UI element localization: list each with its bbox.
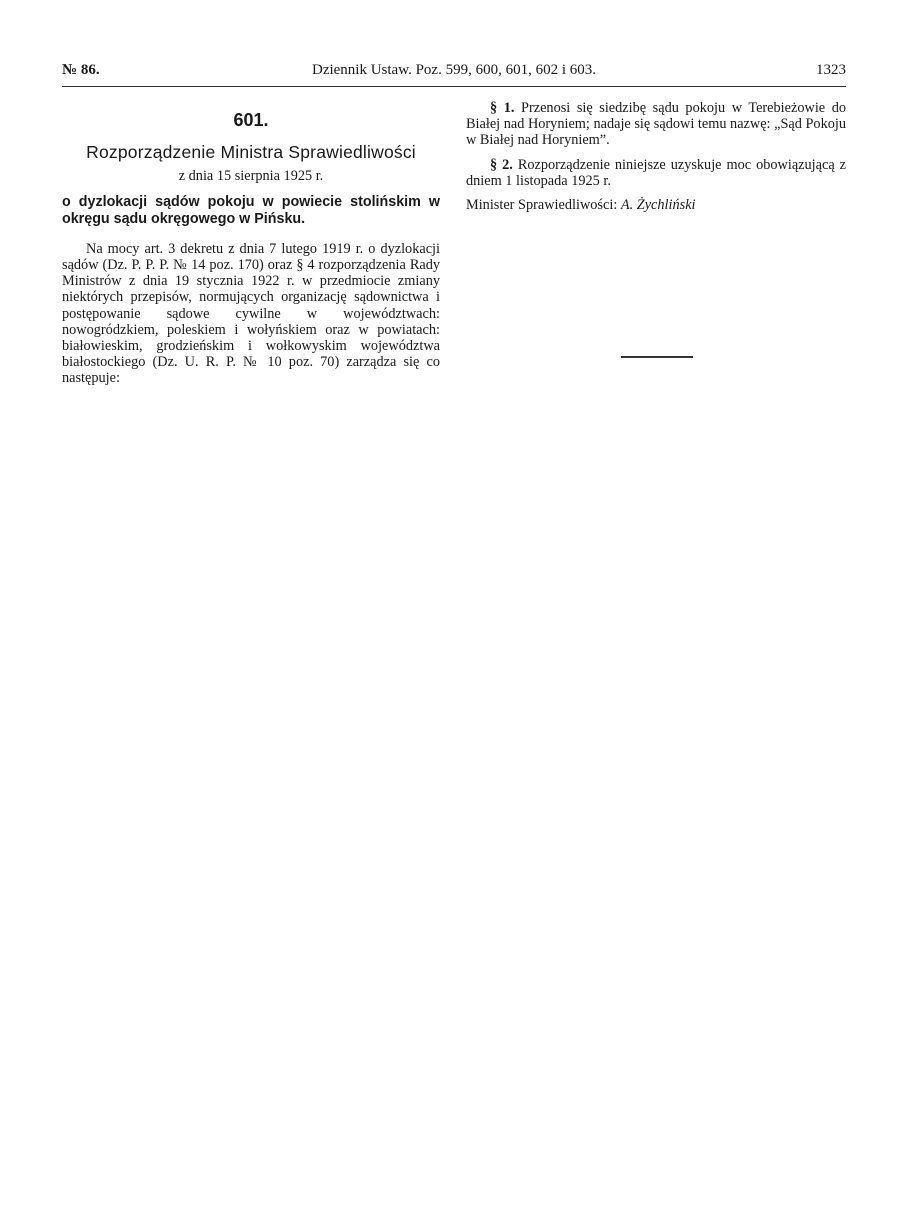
preamble-text: Na mocy art. 3 dekretu z dnia 7 lutego 1919 r. o dyzlokacji sądów (Dz. P. P. P. № 14 poz. 170) oraz § 4 rozporządzenia Rady Ministrów z dnia 19 stycznia 1922 r. w przedmiocie zmiany niektórych przepisów, normujących organizację sądownictwa i postępowanie sądowe cywilne w województwach: nowogródzkiem, poleskiem i wołyńskiem oraz w powiatach: białowieskim, grodzieńskim i wołkowyskim województwa białostockiego (Dz. U. R. P. № 10 poz. 70) zarządza się co następuje:: [62, 240, 440, 387]
journal-title: Dziennik Ustaw. Poz. 599, 600, 601, 602 i 603.: [311, 62, 596, 78]
act-subject: o dyzlokacji sądów pokoju w powiecie stolińskim w okręgu sądu okręgowego w Pińsku.: [62, 194, 440, 227]
signature-name: A. Żychliński: [620, 197, 696, 214]
act-number: 601.: [233, 110, 269, 130]
page-number: 1323: [816, 62, 846, 78]
end-rule: [621, 356, 693, 358]
right-column: [466, 100, 846, 213]
act-date: z dnia 15 sierpnia 1925 r.: [178, 168, 324, 185]
page-header: [62, 62, 846, 86]
signature-role: Minister Sprawiedliwości:: [466, 197, 618, 214]
section-1: [466, 100, 846, 149]
act-preamble: [62, 241, 440, 387]
section-2-mark: § 2.: [490, 156, 513, 173]
section-1-text: Przenosi się siedzibę sądu pokoju w Terebieżowie do Białej nad Horyniem; nadaje się sądowi temu nazwę: „Sąd Pokoju w Białej nad Horyniem”.: [466, 100, 846, 149]
header-rule: [62, 86, 846, 87]
signature: [466, 197, 846, 213]
issue-number: № 86.: [62, 62, 100, 78]
left-column: [62, 100, 440, 387]
act-title: Rozporządzenie Ministra Sprawiedliwości: [86, 142, 416, 163]
section-2-text: Rozporządzenie niniejsze uzyskuje moc obowiązującą z dniem 1 listopada 1925 r.: [466, 156, 846, 189]
section-1-mark: § 1.: [490, 100, 515, 116]
section-2: [466, 157, 846, 189]
